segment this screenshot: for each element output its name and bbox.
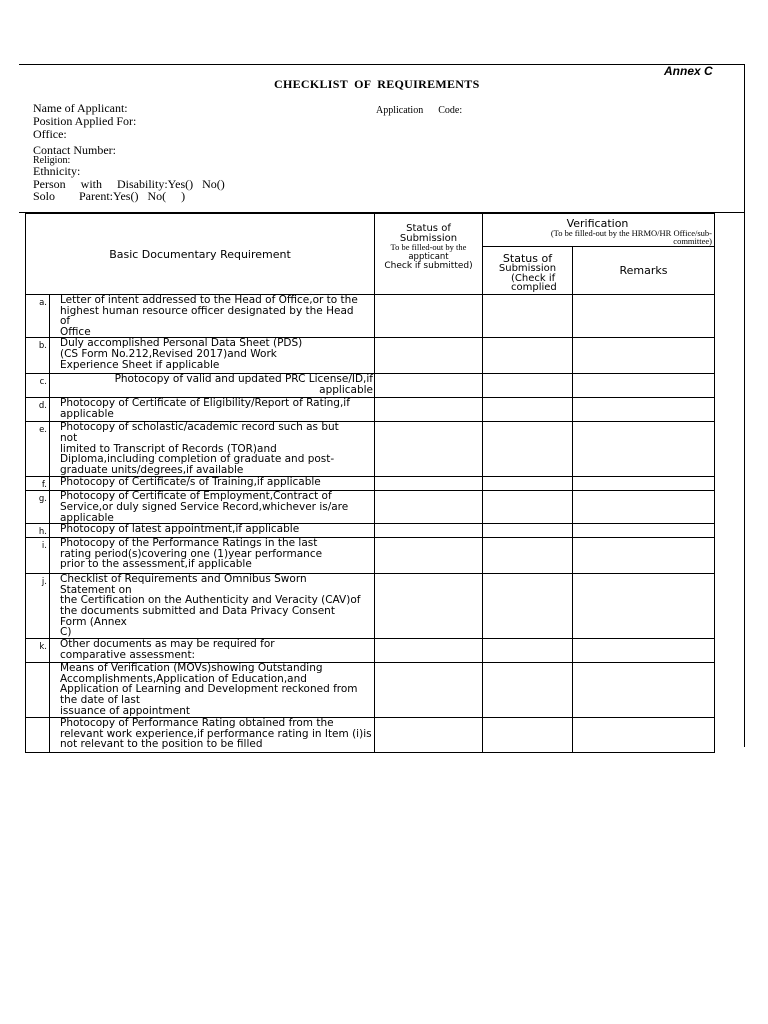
row-letter: d.	[26, 398, 50, 422]
requirement-text: Photocopy of scholastic/academic record such as but not limited to Transcript of Records (TOR)and Diploma,including completion of graduate and post- graduate units/degrees,if available	[50, 422, 375, 477]
submission-text: Submission	[399, 232, 458, 244]
requirement-text: Letter of intent addressed to the Head of Office,or to the highest human resource officer designated by the Head of Office	[50, 295, 375, 338]
table-row	[26, 524, 715, 538]
row-letter: k.	[26, 639, 50, 663]
submission-cell[interactable]	[375, 639, 483, 663]
table-row	[26, 491, 715, 524]
requirement-text: Photocopy of Performance Rating obtained from the relevant work experience,if performance rating in Item (i)is not relevant to the position to be filled	[50, 718, 375, 753]
row-letter: a.	[26, 295, 50, 338]
remarks-cell[interactable]	[573, 398, 715, 422]
submission-cell[interactable]	[375, 663, 483, 718]
requirement-column-header: Basic Documentary Requirement	[26, 214, 375, 295]
verification-title: Verification	[566, 217, 629, 230]
verification-subtitle: (To be filled-out by the HRMO/HR Office/sub-	[550, 228, 713, 238]
verification-status-cell[interactable]	[483, 398, 573, 422]
requirement-text: Photocopy of valid and updated PRC License/ID,if applicable	[50, 374, 375, 398]
table-row	[26, 718, 715, 753]
verification-status-cell[interactable]	[483, 538, 573, 574]
verification-status-cell[interactable]	[483, 718, 573, 753]
row-letter: h.	[26, 524, 50, 538]
office-label: Office:	[33, 127, 67, 141]
table-row	[26, 574, 715, 639]
position-applied-label: Position Applied For:	[33, 114, 137, 128]
verification-status-cell[interactable]	[483, 663, 573, 718]
verification-status-cell[interactable]	[483, 422, 573, 477]
table-row	[26, 374, 715, 398]
requirement-text: Photocopy of Certificate of Employment,Contract of Service,or duly signed Service Record,whichever is/are applicable	[50, 491, 375, 524]
row-letter: b.	[26, 338, 50, 374]
table-row	[26, 338, 715, 374]
remarks-cell[interactable]	[573, 574, 715, 639]
check-if-submitted-text: Check if submitted)	[384, 261, 473, 271]
table-row	[26, 398, 715, 422]
submission-cell[interactable]	[375, 422, 483, 477]
requirement-text: Duly accomplished Personal Data Sheet (PDS) (CS Form No.212,Revised 2017)and Work Experience Sheet if applicable	[50, 338, 375, 374]
remarks-cell[interactable]	[573, 477, 715, 491]
verification-status-cell[interactable]	[483, 295, 573, 338]
table-row	[26, 663, 715, 718]
table-row	[26, 538, 715, 574]
ethnicity-label: Ethnicity:	[33, 164, 81, 178]
submission-cell[interactable]	[375, 718, 483, 753]
table-row	[26, 639, 715, 663]
status-check-line4: complied	[511, 282, 557, 293]
page-title: CHECKLIST OF REQUIREMENTS	[274, 77, 480, 91]
submission-cell[interactable]	[375, 524, 483, 538]
row-letter: c.	[26, 374, 50, 398]
applicant-text: appticant	[408, 251, 449, 262]
table-row	[26, 422, 715, 477]
requirement-text: Photocopy of Certificate/s of Training,if applicable	[50, 477, 375, 491]
remarks-header: Remarks	[573, 247, 715, 295]
applicant-fill-text: To be filled-out by the	[390, 242, 467, 252]
remarks-cell[interactable]	[573, 718, 715, 753]
verification-status-cell[interactable]	[483, 639, 573, 663]
solo-parent-label: Solo Parent:Yes() No( )	[33, 189, 186, 203]
status-of-text: Status of	[406, 223, 451, 234]
remarks-cell[interactable]	[573, 422, 715, 477]
remarks-cell[interactable]	[573, 538, 715, 574]
top-border	[19, 64, 745, 65]
verification-subtitle-2: committee)	[673, 236, 713, 246]
remarks-cell[interactable]	[573, 374, 715, 398]
remarks-cell[interactable]	[573, 491, 715, 524]
remarks-cell[interactable]	[573, 639, 715, 663]
submission-cell[interactable]	[375, 295, 483, 338]
requirement-text: Photocopy of the Performance Ratings in the last rating period(s)covering one (1)year performance prior to the assessment,if applicable	[50, 538, 375, 574]
remarks-cell[interactable]	[573, 663, 715, 718]
status-check-line2: Submission	[498, 263, 557, 274]
requirement-text: Other documents as may be required for comparative assessment:	[50, 639, 375, 663]
pwd-label: Person with Disability:Yes() No()	[33, 177, 225, 191]
verification-status-cell[interactable]	[483, 574, 573, 639]
requirement-text: Checklist of Requirements and Omnibus Sworn Statement on the Certification on the Authenticity and Veracity (CAV)of the documents submitted and Data Privacy Consent Form (Annex C)	[50, 574, 375, 639]
remarks-cell[interactable]	[573, 524, 715, 538]
submission-cell[interactable]	[375, 491, 483, 524]
submission-cell[interactable]	[375, 374, 483, 398]
submission-cell[interactable]	[375, 538, 483, 574]
submission-cell[interactable]	[375, 338, 483, 374]
row-letter: f.	[26, 477, 50, 491]
annex-label: Annex C	[664, 64, 713, 78]
submission-cell[interactable]	[375, 398, 483, 422]
verification-status-cell[interactable]	[483, 491, 573, 524]
requirement-text: Photocopy of latest appointment,if applicable	[50, 524, 375, 538]
status-check-header	[483, 247, 573, 295]
verification-header	[483, 214, 715, 247]
table-row	[26, 295, 715, 338]
row-letter	[26, 718, 50, 753]
religion-label: Religion:	[33, 155, 71, 166]
application-code-label: Application Code:	[376, 105, 463, 116]
row-letter: g.	[26, 491, 50, 524]
row-letter: i.	[26, 538, 50, 574]
contact-number-label: Contact Number:	[33, 143, 116, 157]
table-header-row	[26, 214, 715, 247]
row-letter	[26, 663, 50, 718]
status-submission-header	[375, 214, 483, 295]
verification-status-cell[interactable]	[483, 338, 573, 374]
requirement-text: Photocopy of Certificate of Eligibility/Report of Rating,if applicable	[50, 398, 375, 422]
remarks-cell[interactable]	[573, 338, 715, 374]
requirement-text: Means of Verification (MOVs)showing Outstanding Accomplishments,Application of Education,and Application of Learning and Development reckoned from the date of last issuance of appointment	[50, 663, 375, 718]
right-border	[744, 64, 745, 747]
submission-cell[interactable]	[375, 477, 483, 491]
table-row	[26, 477, 715, 491]
status-check-line3: (Check if	[511, 272, 556, 284]
remarks-cell[interactable]	[573, 295, 715, 338]
row-letter: j.	[26, 574, 50, 639]
row-letter: e.	[26, 422, 50, 477]
verification-status-cell[interactable]	[483, 374, 573, 398]
verification-status-cell[interactable]	[483, 524, 573, 538]
status-check-line1: Status of	[502, 252, 553, 265]
submission-cell[interactable]	[375, 574, 483, 639]
verification-status-cell[interactable]	[483, 477, 573, 491]
requirements-table	[25, 213, 715, 753]
applicant-name-label: Name of Applicant:	[33, 101, 128, 115]
